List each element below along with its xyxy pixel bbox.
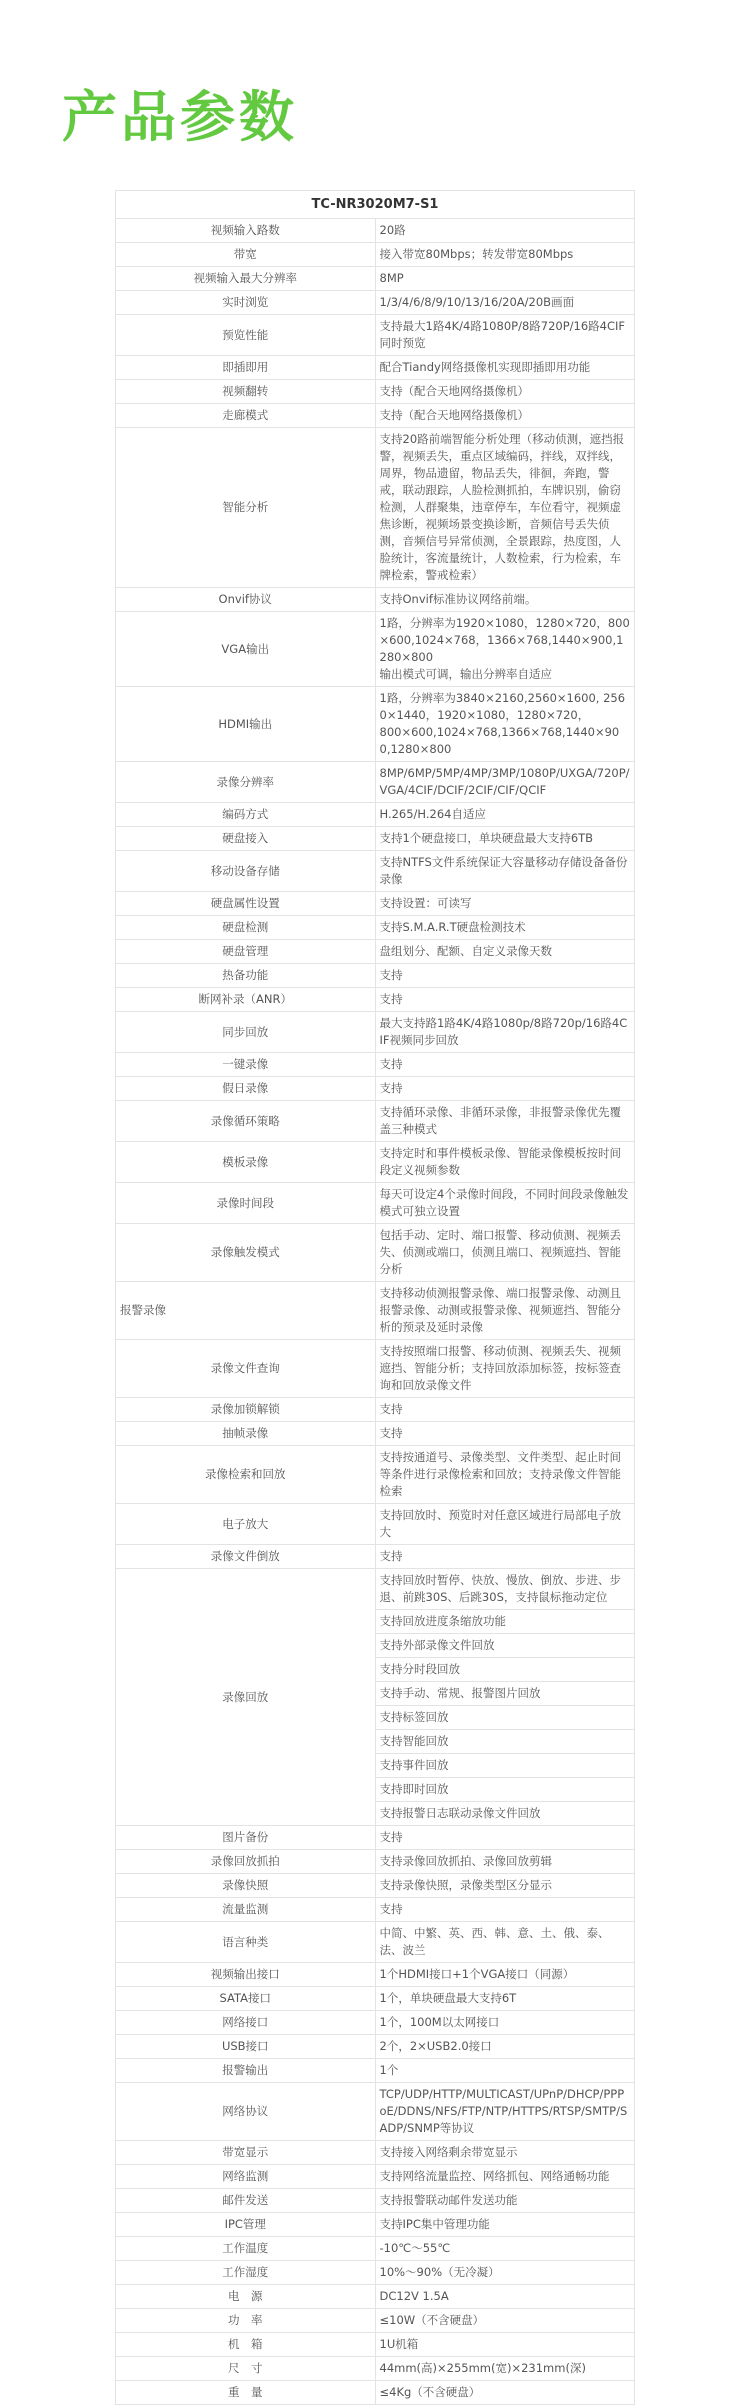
- spec-value: 支持IPC集中管理功能: [375, 2213, 635, 2237]
- spec-row: [116, 1446, 635, 1504]
- spec-value: 支持即时回放: [375, 1778, 635, 1802]
- spec-value: 支持循环录像、非循环录像，非报警录像优先覆盖三种模式: [375, 1101, 635, 1142]
- spec-label: 录像时间段: [116, 1183, 376, 1224]
- spec-label: 硬盘检测: [116, 916, 376, 940]
- spec-label: 假日录像: [116, 1077, 376, 1101]
- spec-row: [116, 1569, 635, 1610]
- spec-value: 支持网络流量监控、网络抓包、网络通畅功能: [375, 2165, 635, 2189]
- spec-value: 支持接入网络剩余带宽显示: [375, 2141, 635, 2165]
- spec-label: 抽帧录像: [116, 1422, 376, 1446]
- spec-label: 模板录像: [116, 1142, 376, 1183]
- spec-value: 44mm(高)×255mm(宽)×231mm(深): [375, 2357, 635, 2381]
- spec-value: 1个HDMI接口+1个VGA接口（同源）: [375, 1963, 635, 1987]
- spec-label: 语言种类: [116, 1922, 376, 1963]
- spec-label: 录像加锁解锁: [116, 1398, 376, 1422]
- spec-row: [116, 916, 635, 940]
- spec-row: [116, 892, 635, 916]
- spec-label: SATA接口: [116, 1987, 376, 2011]
- spec-value: 支持录像回放抓拍、录像回放剪辑: [375, 1850, 635, 1874]
- spec-row: [116, 2381, 635, 2405]
- spec-label: 热备功能: [116, 964, 376, 988]
- spec-label: 流量监测: [116, 1898, 376, 1922]
- spec-row: [116, 1504, 635, 1545]
- spec-row: [116, 2189, 635, 2213]
- spec-value: 20路: [375, 219, 635, 243]
- spec-label: 带宽: [116, 243, 376, 267]
- spec-row: [116, 2011, 635, 2035]
- spec-value: 包括手动、定时、端口报警、移动侦测、视频丢失、侦测或端口，侦测且端口、视频遮挡、智能分析: [375, 1224, 635, 1282]
- spec-row: [116, 2285, 635, 2309]
- spec-row: [116, 1398, 635, 1422]
- spec-row: [116, 2059, 635, 2083]
- spec-label: 一键录像: [116, 1053, 376, 1077]
- spec-label: 图片备份: [116, 1826, 376, 1850]
- spec-value: 支持: [375, 1053, 635, 1077]
- spec-value: 支持报警日志联动录像文件回放: [375, 1802, 635, 1826]
- spec-row: [116, 1826, 635, 1850]
- spec-value: 支持: [375, 1077, 635, 1101]
- spec-label: USB接口: [116, 2035, 376, 2059]
- spec-label: 重 量: [116, 2381, 376, 2405]
- spec-row: [116, 2333, 635, 2357]
- spec-row: [116, 964, 635, 988]
- spec-value: -10℃～55℃: [375, 2237, 635, 2261]
- spec-label: 录像回放: [116, 1569, 376, 1826]
- spec-row: [116, 267, 635, 291]
- spec-label: 电子放大: [116, 1504, 376, 1545]
- spec-value: 支持: [375, 1826, 635, 1850]
- spec-row: [116, 2141, 635, 2165]
- spec-row: [116, 1183, 635, 1224]
- spec-row: [116, 1224, 635, 1282]
- spec-value: 支持智能回放: [375, 1730, 635, 1754]
- spec-label: 工作湿度: [116, 2261, 376, 2285]
- spec-label: 录像触发模式: [116, 1224, 376, 1282]
- spec-label: 即插即用: [116, 356, 376, 380]
- spec-value: 每天可设定4个录像时间段，不同时间段录像触发模式可独立设置: [375, 1183, 635, 1224]
- spec-label: 带宽显示: [116, 2141, 376, 2165]
- spec-label: 视频翻转: [116, 380, 376, 404]
- spec-label: 录像分辨率: [116, 762, 376, 803]
- spec-label: 录像文件查询: [116, 1340, 376, 1398]
- spec-row: [116, 1987, 635, 2011]
- spec-label: 网络接口: [116, 2011, 376, 2035]
- spec-label: 视频输出接口: [116, 1963, 376, 1987]
- spec-label: 断网补录（ANR）: [116, 988, 376, 1012]
- page-title: 产品参数: [62, 85, 299, 149]
- spec-row: [116, 2165, 635, 2189]
- spec-value: 1路，分辨率为1920×1080，1280×720，800×600,1024×768，1366×768,1440×900,1280×800 输出模式可调，输出分辨率自适应: [375, 612, 635, 687]
- spec-value: 支持: [375, 988, 635, 1012]
- spec-row: [116, 2309, 635, 2333]
- spec-row: [116, 1282, 635, 1340]
- model-row: [116, 191, 635, 219]
- spec-label: 录像快照: [116, 1874, 376, 1898]
- spec-row: [116, 2083, 635, 2141]
- spec-label: 视频输入路数: [116, 219, 376, 243]
- spec-value: 支持: [375, 1545, 635, 1569]
- spec-row: [116, 1101, 635, 1142]
- spec-row: [116, 1053, 635, 1077]
- spec-label: 录像回放抓拍: [116, 1850, 376, 1874]
- spec-value: 支持手动、常规、报警图片回放: [375, 1682, 635, 1706]
- spec-value: 支持1个硬盘接口，单块硬盘最大支持6TB: [375, 827, 635, 851]
- spec-row: [116, 243, 635, 267]
- spec-label: HDMI输出: [116, 687, 376, 762]
- spec-row: [116, 762, 635, 803]
- spec-value: 2个，2×USB2.0接口: [375, 2035, 635, 2059]
- spec-row: [116, 827, 635, 851]
- spec-row: [116, 1922, 635, 1963]
- spec-row: [116, 428, 635, 588]
- spec-value: 支持（配合天地网络摄像机）: [375, 404, 635, 428]
- spec-value: ≤10W（不含硬盘）: [375, 2309, 635, 2333]
- spec-label: 同步回放: [116, 1012, 376, 1053]
- spec-value: 支持Onvif标准协议网络前端。: [375, 588, 635, 612]
- spec-row: [116, 2237, 635, 2261]
- spec-row: [116, 2213, 635, 2237]
- spec-row: [116, 1898, 635, 1922]
- spec-label: 网络协议: [116, 2083, 376, 2141]
- spec-label: 视频输入最大分辨率: [116, 267, 376, 291]
- spec-row: [116, 380, 635, 404]
- spec-value: 最大支持路1路4K/4路1080p/8路720p/16路4CIF视频同步回放: [375, 1012, 635, 1053]
- spec-value: 接入带宽80Mbps；转发带宽80Mbps: [375, 243, 635, 267]
- spec-label: 编码方式: [116, 803, 376, 827]
- spec-row: [116, 1077, 635, 1101]
- spec-value: 1个: [375, 2059, 635, 2083]
- spec-label: 报警录像: [116, 1282, 376, 1340]
- spec-label: 功 率: [116, 2309, 376, 2333]
- spec-value: 支持报警联动邮件发送功能: [375, 2189, 635, 2213]
- spec-label: 走廊模式: [116, 404, 376, 428]
- spec-row: [116, 612, 635, 687]
- spec-value: 支持按通道号、录像类型、文件类型、起止时间等条件进行录像检索和回放；支持录像文件智能检索: [375, 1446, 635, 1504]
- spec-row: [116, 803, 635, 827]
- spec-row: [116, 988, 635, 1012]
- spec-label: 硬盘属性设置: [116, 892, 376, 916]
- spec-value: 支持定时和事件模板录像、智能录像模板按时间段定义视频参数: [375, 1142, 635, 1183]
- spec-label: 工作温度: [116, 2237, 376, 2261]
- spec-value: 支持: [375, 1898, 635, 1922]
- spec-value: 1U机箱: [375, 2333, 635, 2357]
- spec-value: 支持回放进度条缩放功能: [375, 1610, 635, 1634]
- spec-value: 支持设置：可读写: [375, 892, 635, 916]
- spec-value: 支持最大1路4K/4路1080P/8路720P/16路4CIF同时预览: [375, 315, 635, 356]
- spec-value: TCP/UDP/HTTP/MULTICAST/UPnP/DHCP/PPPoE/DDNS/NFS/FTP/NTP/HTTPS/RTSP/SMTP/SADP/SNMP等协议: [375, 2083, 635, 2141]
- spec-label: 电 源: [116, 2285, 376, 2309]
- spec-row: [116, 219, 635, 243]
- spec-value: 1个，100M以太网接口: [375, 2011, 635, 2035]
- spec-label: 机 箱: [116, 2333, 376, 2357]
- spec-value: 支持移动侦测报警录像、端口报警录像、动测且报警录像、动测或报警录像、视频遮挡、智能分析的预录及延时录像: [375, 1282, 635, 1340]
- spec-label: 硬盘管理: [116, 940, 376, 964]
- spec-value: 支持S.M.A.R.T硬盘检测技术: [375, 916, 635, 940]
- spec-value: 中简、中繁、英、西、韩、意、土、俄、泰、法、波兰: [375, 1922, 635, 1963]
- spec-label: IPC管理: [116, 2213, 376, 2237]
- spec-row: [116, 687, 635, 762]
- spec-value: 配合Tiandy网络摄像机实现即插即用功能: [375, 356, 635, 380]
- spec-label: 报警输出: [116, 2059, 376, 2083]
- spec-value: 支持: [375, 1398, 635, 1422]
- spec-label: 录像文件倒放: [116, 1545, 376, 1569]
- spec-label: 录像循环策略: [116, 1101, 376, 1142]
- spec-row: [116, 940, 635, 964]
- spec-row: [116, 404, 635, 428]
- spec-label: 网络监测: [116, 2165, 376, 2189]
- spec-value: 10%～90%（无冷凝）: [375, 2261, 635, 2285]
- spec-row: [116, 2035, 635, 2059]
- model-name: TC-NR3020M7-S1: [116, 191, 635, 219]
- spec-value: 支持（配合天地网络摄像机）: [375, 380, 635, 404]
- spec-label: 智能分析: [116, 428, 376, 588]
- spec-label: 硬盘接入: [116, 827, 376, 851]
- spec-value: 支持回放时暂停、快放、慢放、倒放、步进、步退、前跳30S、后跳30S，支持鼠标拖动定位: [375, 1569, 635, 1610]
- spec-row: [116, 1874, 635, 1898]
- spec-row: [116, 851, 635, 892]
- spec-row: [116, 1012, 635, 1053]
- spec-row: [116, 315, 635, 356]
- spec-row: [116, 588, 635, 612]
- spec-value: 支持事件回放: [375, 1754, 635, 1778]
- spec-value: 支持录像快照，录像类型区分显示: [375, 1874, 635, 1898]
- spec-value: 8MP: [375, 267, 635, 291]
- spec-value: 支持分时段回放: [375, 1658, 635, 1682]
- spec-table: [115, 190, 635, 2405]
- spec-row: [116, 291, 635, 315]
- spec-value: 支持20路前端智能分析处理（移动侦测，遮挡报警，视频丢失，重点区域编码，拌线，双拌线，周界，物品遗留，物品丢失，徘徊，奔跑，警戒，联动跟踪，人脸检测抓拍，车牌识别，偷窃检测，人群聚集，违章停车，车位看守，视频虚焦诊断，视频场景变换诊断，音频信号丢失侦测，音频信号异常侦测，全景跟踪，热度图，人脸统计，客流量统计，人数检索，行为检索，车牌检索，警戒检索）: [375, 428, 635, 588]
- spec-value: 支持外部录像文件回放: [375, 1634, 635, 1658]
- spec-row: [116, 1545, 635, 1569]
- spec-row: [116, 1422, 635, 1446]
- spec-value: 支持回放时、预览时对任意区域进行局部电子放大: [375, 1504, 635, 1545]
- spec-value: ≤4Kg（不含硬盘）: [375, 2381, 635, 2405]
- spec-table-body: [116, 191, 635, 2405]
- spec-row: [116, 356, 635, 380]
- spec-value: 盘组划分、配额、自定义录像天数: [375, 940, 635, 964]
- spec-label: 移动设备存储: [116, 851, 376, 892]
- spec-row: [116, 2357, 635, 2381]
- spec-row: [116, 2261, 635, 2285]
- spec-label: VGA输出: [116, 612, 376, 687]
- spec-label: 尺 寸: [116, 2357, 376, 2381]
- spec-value: 支持标签回放: [375, 1706, 635, 1730]
- spec-value: 8MP/6MP/5MP/4MP/3MP/1080P/UXGA/720P/VGA/4CIF/DCIF/2CIF/CIF/QCIF: [375, 762, 635, 803]
- spec-row: [116, 1340, 635, 1398]
- spec-label: 预览性能: [116, 315, 376, 356]
- spec-label: 邮件发送: [116, 2189, 376, 2213]
- spec-value: 支持: [375, 964, 635, 988]
- spec-value: 1/3/4/6/8/9/10/13/16/20A/20B画面: [375, 291, 635, 315]
- spec-value: 支持按照端口报警、移动侦测、视频丢失、视频遮挡、智能分析；支持回放添加标签，按标签查询和回放录像文件: [375, 1340, 635, 1398]
- spec-value: 支持NTFS文件系统保证大容量移动存储设备备份录像: [375, 851, 635, 892]
- spec-value: 1个，单块硬盘最大支持6T: [375, 1987, 635, 2011]
- spec-row: [116, 1142, 635, 1183]
- spec-row: [116, 1850, 635, 1874]
- spec-value: DC12V 1.5A: [375, 2285, 635, 2309]
- spec-value: 支持: [375, 1422, 635, 1446]
- spec-label: 录像检索和回放: [116, 1446, 376, 1504]
- spec-row: [116, 1963, 635, 1987]
- spec-value: H.265/H.264自适应: [375, 803, 635, 827]
- spec-label: 实时浏览: [116, 291, 376, 315]
- spec-label: Onvif协议: [116, 588, 376, 612]
- spec-value: 1路，分辨率为3840×2160,2560×1600, 2560×1440，1920×1080，1280×720， 800×600,1024×768,1366×768,1440×900,1280×800: [375, 687, 635, 762]
